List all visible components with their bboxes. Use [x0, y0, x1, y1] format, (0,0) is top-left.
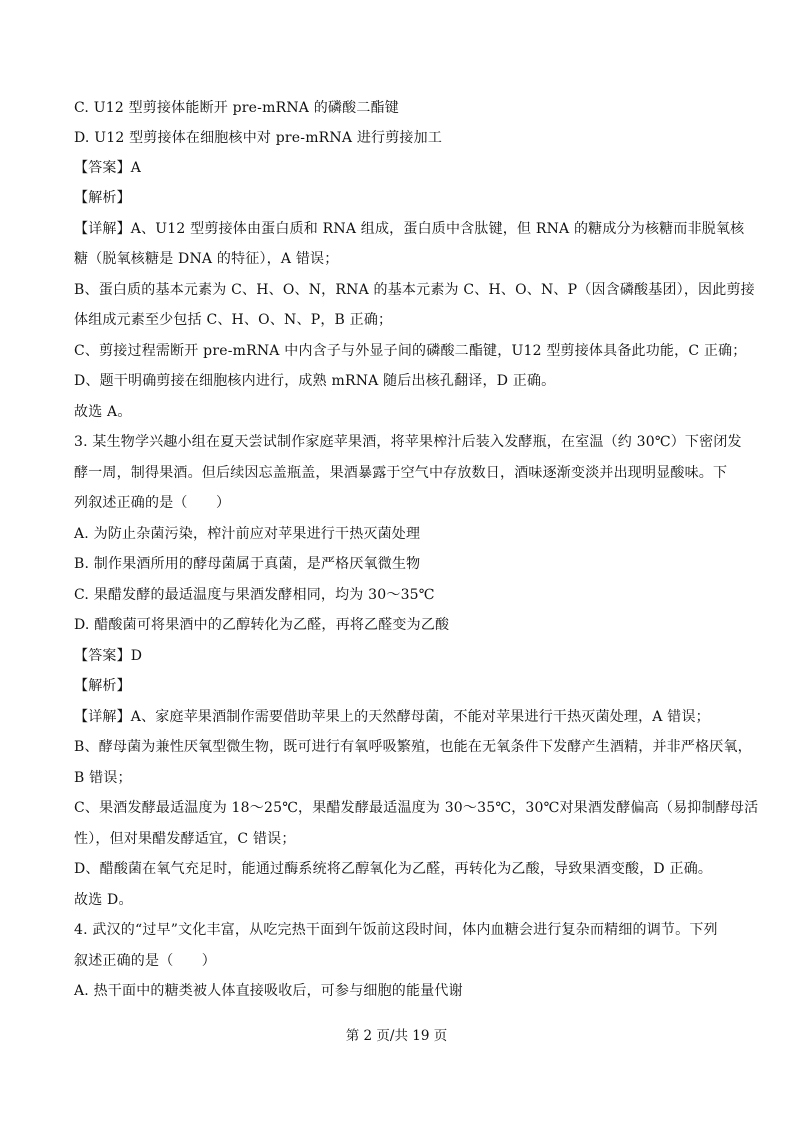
explanation-line: 性），但对果醋发酵适宜，C 错误； — [74, 831, 296, 847]
explanation-line: D、题干明确剪接在细胞核内进行，成熟 mRNA 随后出核孔翻译，D 正确。 — [74, 373, 556, 389]
explanation-line: B、蛋白质的基本元素为 C、H、O、N，RNA 的基本元素为 C、H、O、N、P（因含磷酸基团），因此剪接 — [74, 282, 755, 298]
question-4-stem: 叙述正确的是（ ） — [74, 953, 216, 969]
analysis-label: 【解析】 — [74, 678, 131, 694]
question-3-option-a: A. 为防止杂菌污染，榨汁前应对苹果进行干热灭菌处理 — [74, 526, 421, 542]
explanation-line: B、酵母菌为兼性厌氧型微生物，既可进行有氧呼吸繁殖，也能在无氧条件下发酵产生酒精，并非严格厌氧， — [74, 739, 752, 755]
conclusion-line: 故选 D。 — [74, 892, 133, 908]
explanation-line: C、果酒发酵最适温度为 18～25℃，果醋发酵最适温度为 30～35℃，30℃对果酒发酵偏高（易抑制酵母活 — [74, 800, 759, 816]
question-3-stem: 列叙述正确的是（ ） — [74, 495, 231, 511]
explanation-line: 【详解】A、家庭苹果酒制作需要借助苹果上的天然酵母菌，不能对苹果进行干热灭菌处理，A 错误； — [74, 709, 710, 725]
explanation-line: D、醋酸菌在氧气充足时，能通过酶系统将乙醇氧化为乙醛，再转化为乙酸，导致果酒变酸，D 正确。 — [74, 861, 713, 877]
explanation-line: B 错误； — [74, 770, 132, 786]
conclusion-line: 故选 A。 — [74, 404, 132, 420]
answer-label: 【答案】D — [74, 648, 143, 664]
question-3-option-b: B. 制作果酒所用的酵母菌属于真菌，是严格厌氧微生物 — [74, 556, 421, 572]
page-footer: 第 2 页/共 19 页 — [345, 1028, 448, 1044]
question-4-stem: 4. 武汉的“过早”文化丰富，从吃完热干面到午饭前这段时间，体内血糖会进行复杂而精细的调节。下列 — [74, 922, 718, 938]
option-c-line: C. U12 型剪接体能断开 pre-mRNA 的磷酸二酯键 — [74, 100, 399, 116]
explanation-line: 【详解】A、U12 型剪接体由蛋白质和 RNA 组成，蛋白质中含肽键，但 RNA 的糖成分为核糖而非脱氧核 — [74, 221, 745, 237]
answer-label: 【答案】A — [74, 160, 142, 176]
question-3-option-d: D. 醋酸菌可将果酒中的乙醇转化为乙醛，再将乙醛变为乙酸 — [74, 617, 450, 633]
question-3-stem: 酵一周，制得果酒。但后续因忘盖瓶盖，果酒暴露于空气中存放数日，酒味逐渐变淡并出现明显酸味。下 — [74, 465, 728, 481]
question-4-option-a: A. 热干面中的糖类被人体直接吸收后，可参与细胞的能量代谢 — [74, 983, 463, 999]
option-d-line: D. U12 型剪接体在细胞核中对 pre-mRNA 进行剪接加工 — [74, 130, 443, 146]
question-3-stem: 3. 某生物学兴趣小组在夏天尝试制作家庭苹果酒，将苹果榨汁后装入发酵瓶，在室温（约 30℃）下密闭发 — [74, 434, 742, 450]
explanation-line: 体组成元素至少包括 C、H、O、N、P，B 正确； — [74, 312, 393, 328]
question-3-option-c: C. 果醋发酵的最适温度与果酒发酵相同，均为 30～35℃ — [74, 587, 435, 603]
explanation-line: C、剪接过程需断开 pre-mRNA 中内含子与外显子间的磷酸二酯键，U12 型剪接体具备此功能，C 正确； — [74, 343, 747, 359]
analysis-label: 【解析】 — [74, 190, 131, 206]
explanation-line: 糖（脱氧核糖是 DNA 的特征），A 错误； — [74, 251, 339, 267]
